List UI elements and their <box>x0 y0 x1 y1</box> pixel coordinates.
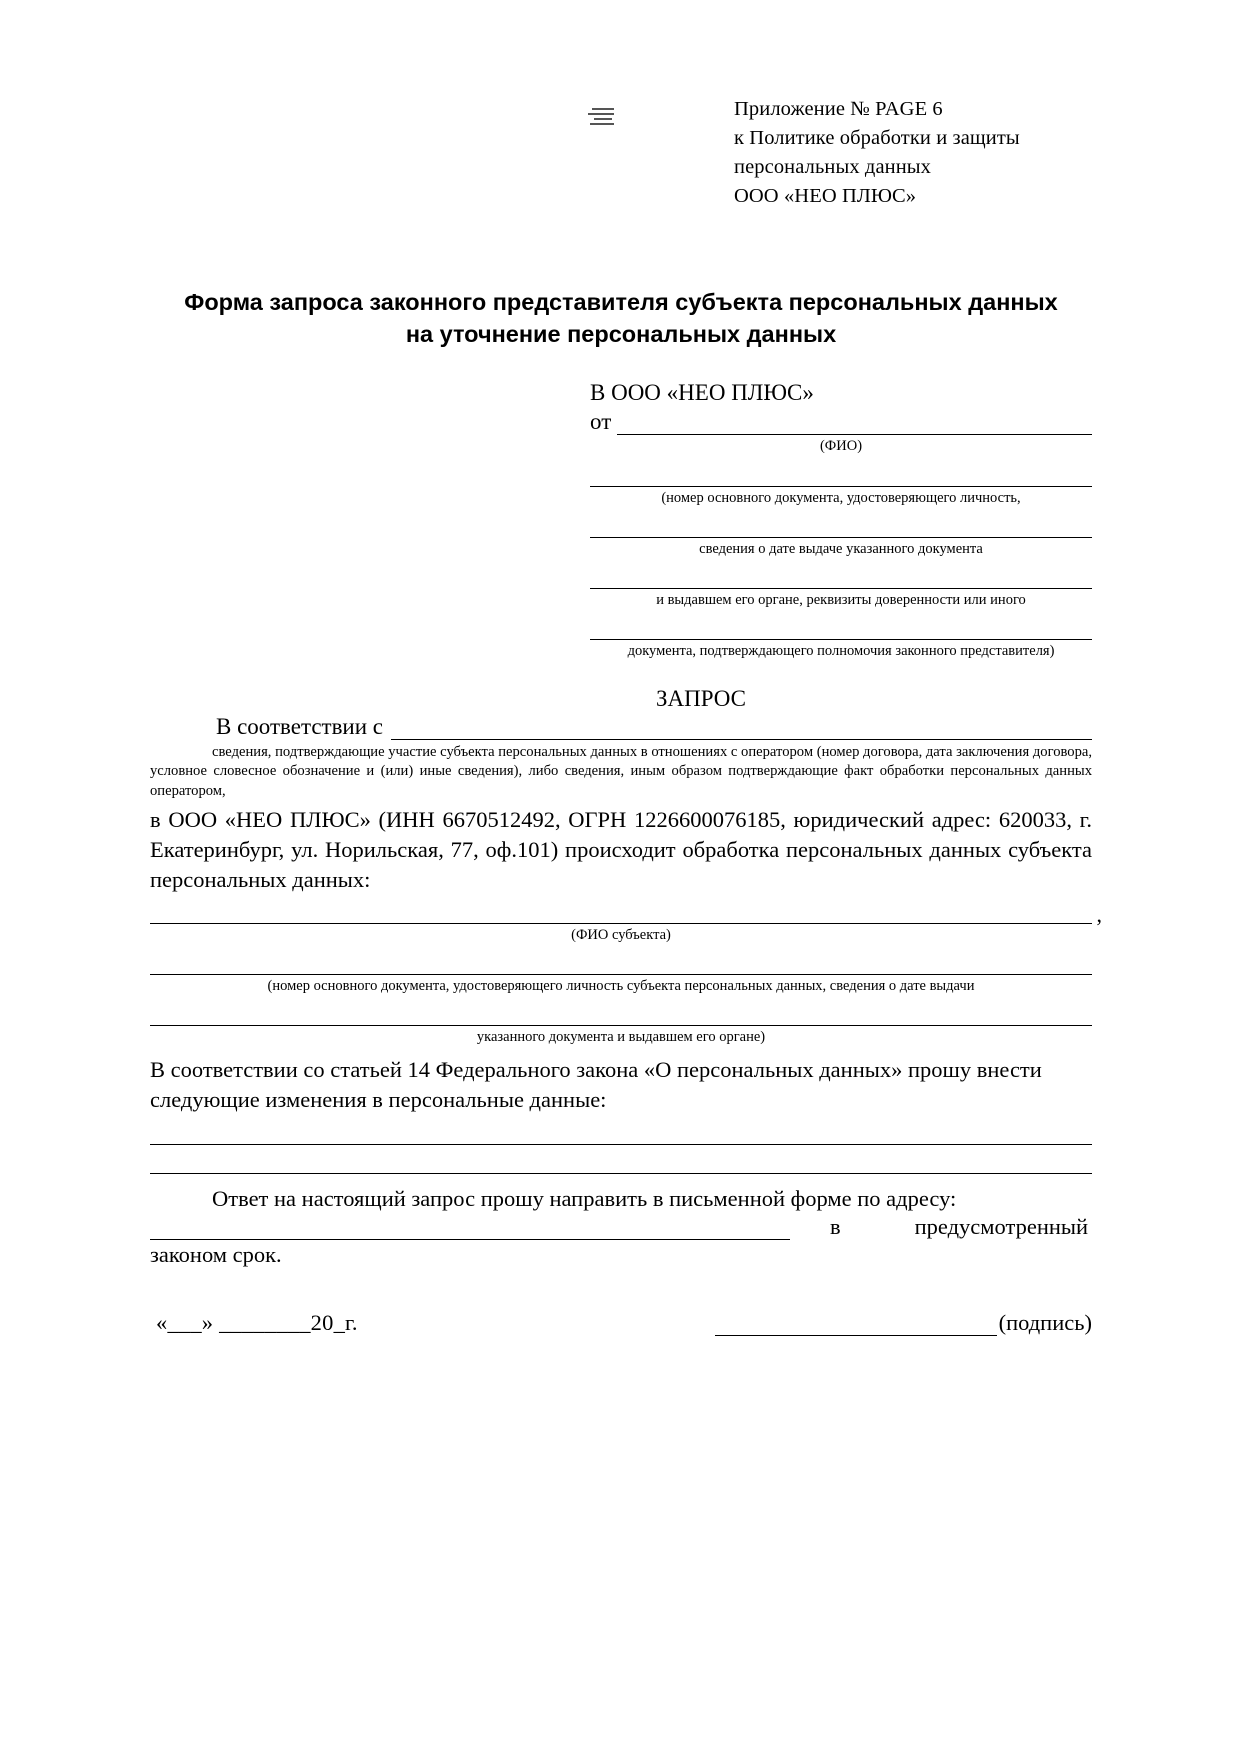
doc-field-2[interactable] <box>590 515 1092 538</box>
request-body: в ООО «НЕО ПЛЮС» (ИНН 6670512492, ОГРН 1226600076185, юридический адрес: 620033, г. Екатеринбург, ул. Норильская, 77, оф.101) происходит обработка персональных данных субъекта персональных данных: <box>150 806 1092 893</box>
addressee-block <box>590 380 1092 660</box>
answer-address-row <box>150 1214 1092 1240</box>
from-row <box>590 409 1092 435</box>
caption-doc-2: сведения о дате выдаче указанного документа <box>699 540 983 557</box>
document-mark-icon <box>586 108 616 130</box>
changes-row-2 <box>150 1153 1092 1174</box>
request-heading: ЗАПРОС <box>655 686 747 712</box>
changes-row-1 <box>150 1124 1092 1145</box>
appendix-line-1: Приложение № PAGE 6 <box>734 98 943 120</box>
caption-subject-doc-1: (номер основного документа, удостоверяющего личность субъекта персональных данных, сведения о дате выдачи <box>267 978 975 995</box>
signature-field[interactable] <box>715 1315 997 1336</box>
caption-doc-1: (номер основного документа, удостоверяющего личность, <box>661 489 1021 506</box>
changes-field-1[interactable] <box>150 1124 1092 1145</box>
answer-word-v: в <box>830 1213 841 1239</box>
appendix-block <box>734 95 1092 211</box>
from-name-field[interactable] <box>617 412 1092 435</box>
in-accordance-row <box>150 714 1092 740</box>
subject-fio-comma: , <box>1096 902 1102 928</box>
doc-field-4[interactable] <box>590 617 1092 640</box>
doc-field-3[interactable] <box>590 566 1092 589</box>
in-accordance-label: В соответствии с <box>216 714 384 740</box>
caption-subject-doc-2: указанного документа и выдавшем его органе) <box>476 1029 766 1046</box>
subject-fio-row <box>150 902 1102 928</box>
request-note <box>150 743 1092 801</box>
subject-doc-field-2[interactable] <box>150 1003 1092 1026</box>
from-label: от <box>590 409 612 435</box>
addressee-organization: В ООО «НЕО ПЛЮС» <box>590 380 814 406</box>
caption-subject-fio: (ФИО субъекта) <box>571 927 671 944</box>
date-placeholder[interactable]: «___» ________20_г. <box>156 1309 358 1335</box>
subject-fio-field[interactable] <box>150 903 1092 924</box>
header <box>150 0 1092 215</box>
caption-doc-3: и выдавшем его органе, реквизиты доверенности или иного <box>656 591 1026 608</box>
subject-doc-field-1[interactable] <box>150 952 1092 975</box>
changes-field-2[interactable] <box>150 1153 1092 1174</box>
signature-row <box>150 1310 1092 1336</box>
title-line-2: на уточнение персональных данных <box>405 320 837 347</box>
signature-label: (подпись) <box>998 1309 1092 1335</box>
appendix-line-3: персональных данных <box>734 156 932 179</box>
answer-word-rest: предусмотренный <box>914 1213 1089 1239</box>
appendix-line-2: к Политике обработки и защиты <box>734 127 1020 150</box>
answer-address-field[interactable] <box>150 1217 790 1240</box>
appendix-line-4: ООО «НЕО ПЛЮС» <box>734 185 917 208</box>
title-line-1: Форма запроса законного представителя субъекта персональных данных <box>184 289 1058 315</box>
article-text: В соответствии со статьей 14 Федерального закона «О персональных данных» прошу внести следующие изменения в персональные данные: <box>150 1056 1042 1113</box>
caption-fio: (ФИО) <box>819 438 863 455</box>
doc-field-1[interactable] <box>590 464 1092 487</box>
request-note-text: сведения, подтверждающие участие субъекта персональных данных в отношениях с оператором (номер договора, дата заключения договора, условное словесное обозначение и (или) иные сведения), либо сведения, иным образом подтверждающие факт обработки персональных данных оператором, <box>150 744 1092 799</box>
answer-tail: законом срок. <box>150 1241 282 1267</box>
page-title <box>150 287 1092 350</box>
caption-doc-4: документа, подтверждающего полномочия законного представителя) <box>627 642 1055 659</box>
in-accordance-field[interactable] <box>391 717 1092 740</box>
answer-text: Ответ на настоящий запрос прошу направить в письменной форме по адресу: <box>212 1185 957 1211</box>
